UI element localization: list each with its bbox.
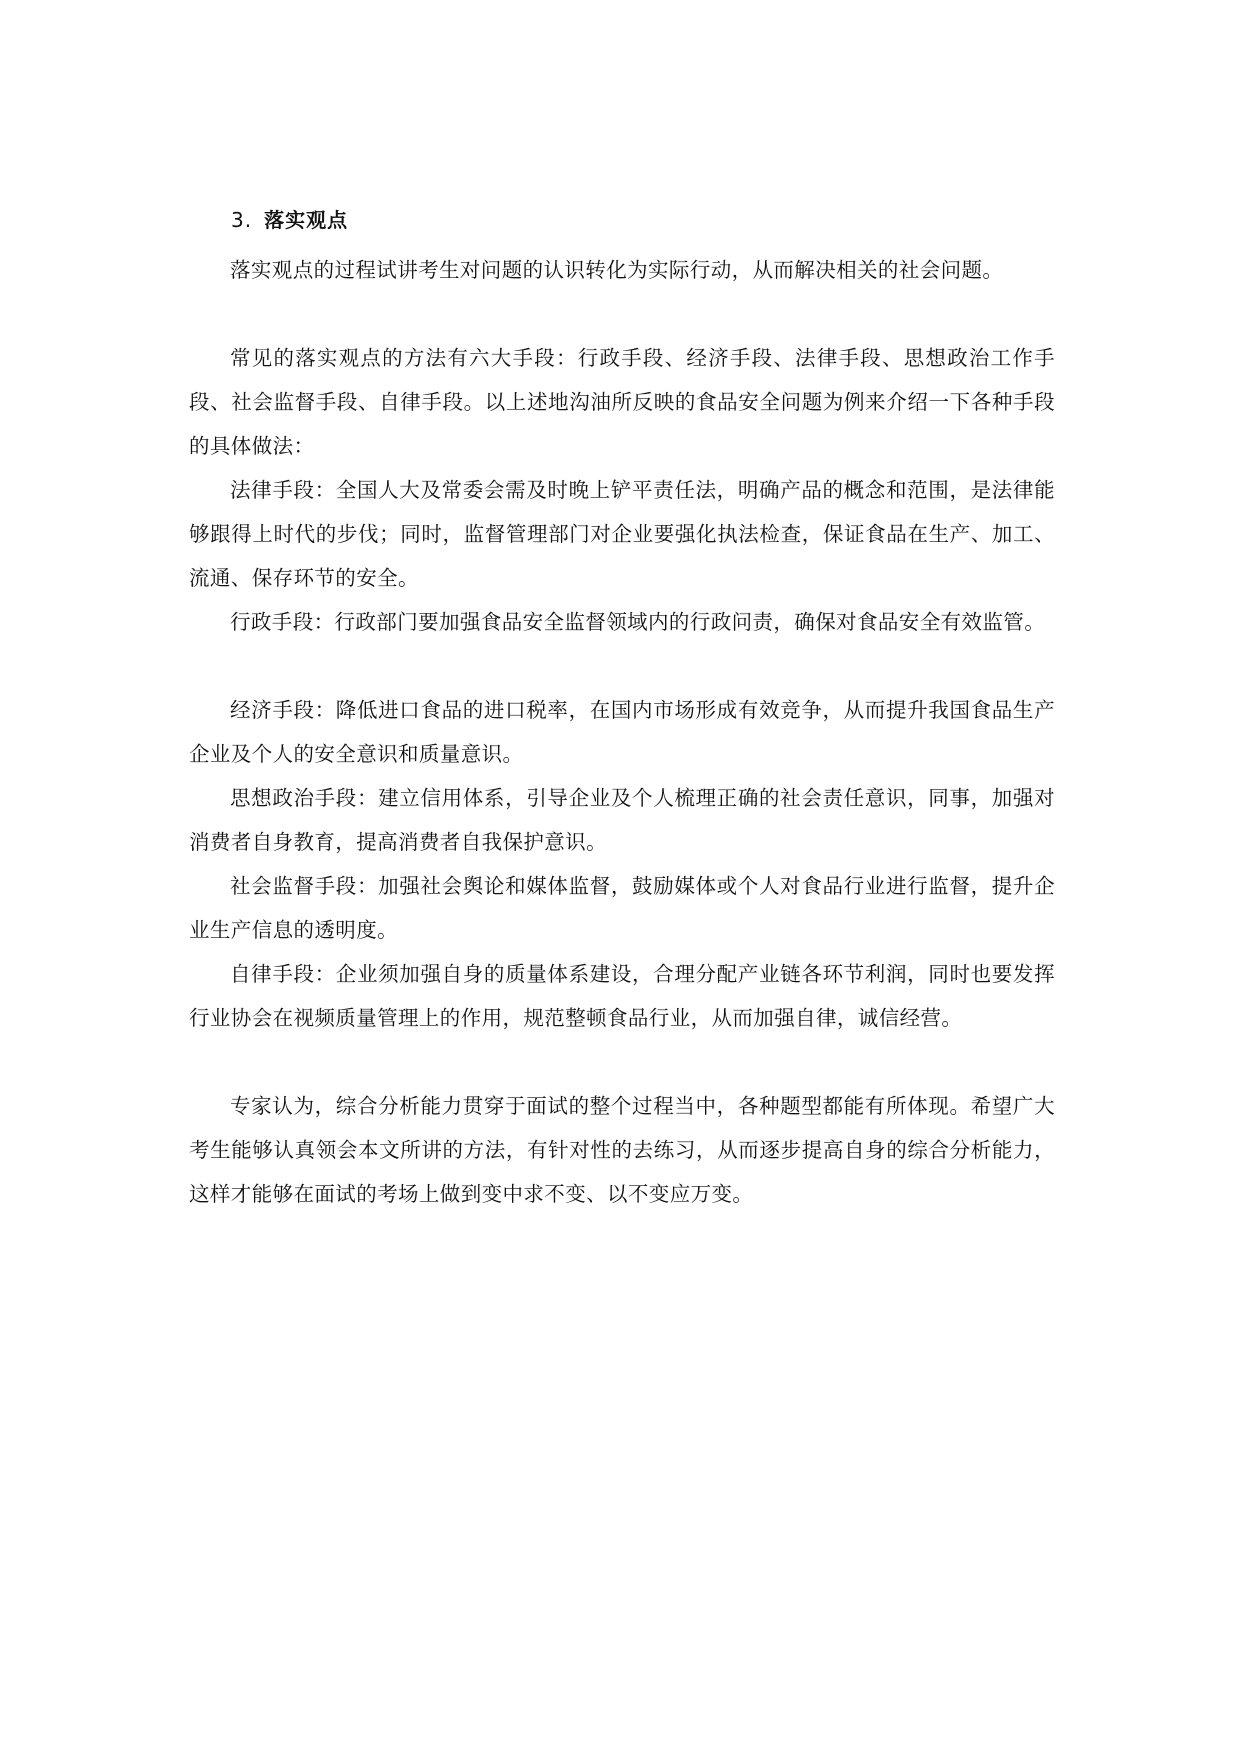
paragraph-self-discipline-means: 自律手段：企业须加强自身的质量体系建设，合理分配产业链各环节利润，同时也要发挥行业协会在视频质量管理上的作用，规范整顿食品行业，从而加强自律，诚信经营。 bbox=[189, 962, 1055, 1030]
document-page bbox=[189, 206, 1055, 1216]
paragraph-gap bbox=[189, 292, 1055, 336]
paragraph-conclusion: 专家认为，综合分析能力贯穿于面试的整个过程当中，各种题型都能有所体现。希望广大考生能够认真领会本文所讲的方法，有针对性的去练习，从而逐步提高自身的综合分析能力，这样才能够在面试的考场上做到变中求不变、以不变应万变。 bbox=[189, 1094, 1055, 1206]
section-heading bbox=[231, 206, 1055, 234]
paragraph-gap bbox=[189, 1040, 1055, 1084]
paragraph-legal-means: 法律手段：全国人大及常委会需及时晚上铲平责任法，明确产品的概念和范围，是法律能够跟得上时代的步伐；同时，监督管理部门对企业要强化执法检查，保证食品在生产、加工、流通、保存环节的安全。 bbox=[189, 478, 1055, 590]
paragraph-ideological-means: 思想政治手段：建立信用体系，引导企业及个人梳理正确的社会责任意识，同事，加强对消费者自身教育，提高消费者自我保护意识。 bbox=[189, 786, 1055, 854]
paragraph-administrative-means: 行政手段：行政部门要加强食品安全监督领域内的行政问责，确保对食品安全有效监管。 bbox=[230, 610, 1046, 634]
paragraph-economic-means: 经济手段：降低进口食品的进口税率，在国内市场形成有效竞争，从而提升我国食品生产企业及个人的安全意识和质量意识。 bbox=[189, 698, 1055, 766]
paragraph-methods-overview: 常见的落实观点的方法有六大手段：行政手段、经济手段、法律手段、思想政治工作手段、社会监督手段、自律手段。以上述地沟油所反映的食品安全问题为例来介绍一下各种手段的具体做法： bbox=[189, 346, 1055, 458]
paragraph-social-supervision-means: 社会监督手段：加强社会舆论和媒体监督，鼓励媒体或个人对食品行业进行监督，提升企业生产信息的透明度。 bbox=[189, 874, 1055, 942]
section-title: 落实观点 bbox=[264, 208, 349, 232]
section-number: 3. bbox=[231, 208, 253, 232]
paragraph-gap bbox=[189, 644, 1055, 688]
paragraph-intro: 落实观点的过程试讲考生对问题的认识转化为实际行动，从而解决相关的社会问题。 bbox=[230, 258, 1004, 282]
